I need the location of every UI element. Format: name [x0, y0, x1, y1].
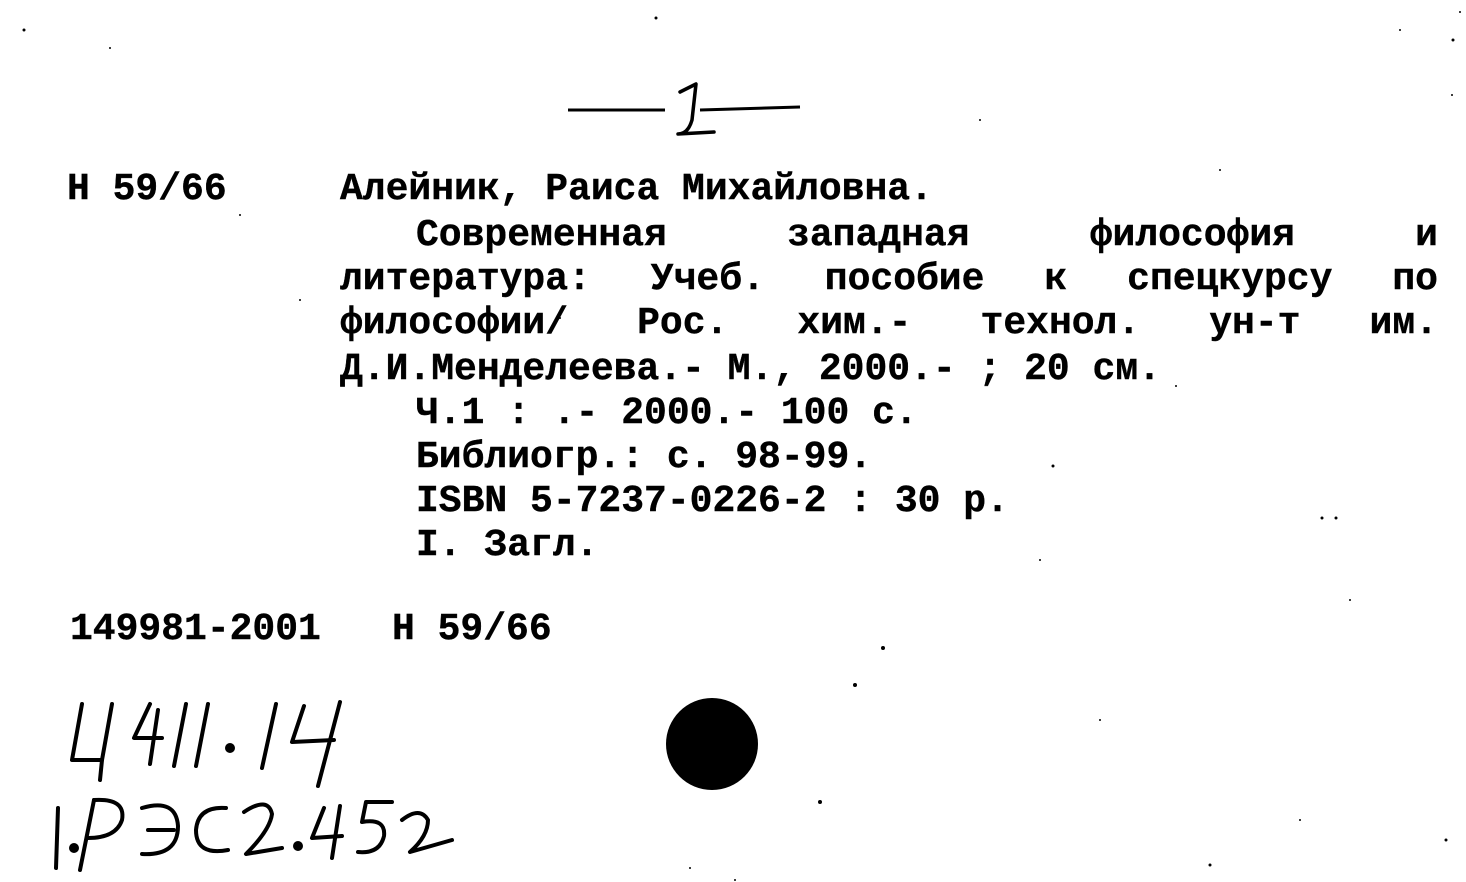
added-entry: I. Загл.: [416, 524, 599, 567]
title-word: ун-т: [1209, 302, 1301, 345]
title-word: западная: [787, 214, 970, 257]
bibliography-note: Библиогр.: с. 98-99.: [416, 436, 873, 479]
title-word: Современная: [416, 214, 667, 257]
title-word: Учеб.: [650, 258, 765, 301]
page-number-mark: [560, 80, 820, 150]
shelfmark: Н 59/66: [67, 168, 227, 211]
title-word: технол.: [980, 302, 1141, 345]
title-word: хим.-: [797, 302, 912, 345]
title-word: пособие: [824, 258, 985, 301]
title-word: по: [1392, 258, 1438, 301]
imprint: Д.И.Менделеева.- М., 2000.- ; 20 см.: [340, 348, 1161, 391]
title-word: и: [1415, 214, 1438, 257]
title-line-2: [340, 258, 1438, 302]
title-word: к: [1044, 258, 1068, 301]
title-word: философия: [1089, 214, 1295, 257]
title-word: им.: [1369, 302, 1438, 345]
punch-hole: [660, 690, 770, 800]
title-word: спецкурсу: [1127, 258, 1333, 301]
title-line-1: [416, 214, 1438, 258]
title-word: литература:: [340, 258, 591, 301]
author-heading: Алейник, Раиса Михайловна.: [340, 168, 933, 211]
title-word: Рос.: [637, 302, 729, 345]
title-word: философии/: [340, 302, 569, 345]
part-note: Ч.1 : .- 2000.- 100 с.: [416, 392, 918, 435]
accession-number: 149981-2001: [70, 608, 321, 651]
title-line-3: [340, 302, 1438, 346]
isbn-note: ISBN 5-7237-0226-2 : 30 р.: [416, 480, 1009, 523]
shelfmark-bottom: Н 59/66: [392, 608, 552, 651]
handwritten-classification: [50, 690, 470, 880]
